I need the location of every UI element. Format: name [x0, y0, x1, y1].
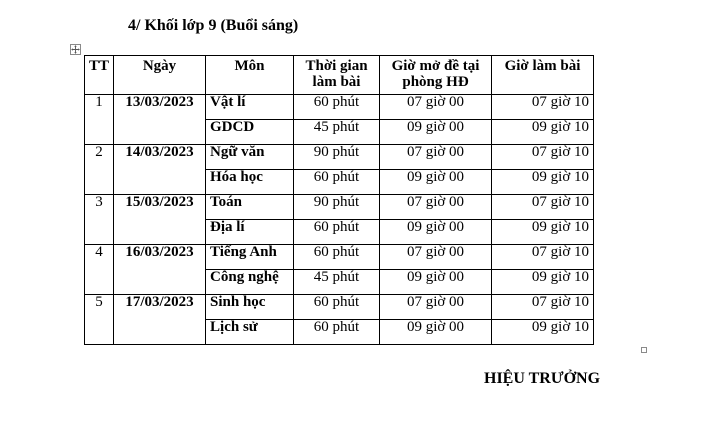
open-time-cell: 09 giờ 00: [380, 270, 492, 295]
work-time-cell: 07 giờ 10: [492, 295, 594, 320]
work-time-cell: 07 giờ 10: [492, 245, 594, 270]
row-number: 1: [85, 95, 114, 145]
header-duration: [294, 56, 380, 95]
section-heading: 4/ Khối lớp 9 (Buổi sáng): [128, 17, 299, 34]
subject-cell: Công nghệ: [206, 270, 294, 295]
subject-cell: GDCD: [206, 120, 294, 145]
open-time-cell: 09 giờ 00: [380, 120, 492, 145]
table-move-handle-icon[interactable]: [70, 44, 81, 55]
row-number: 3: [85, 195, 114, 245]
exam-date: 15/03/2023: [114, 195, 206, 245]
duration-cell: 90 phút: [294, 145, 380, 170]
header-open-time: [380, 56, 492, 95]
exam-schedule-table: [84, 55, 594, 345]
table-row: [85, 245, 594, 270]
table-row: [85, 95, 594, 120]
duration-cell: 45 phút: [294, 270, 380, 295]
open-time-cell: 07 giờ 00: [380, 295, 492, 320]
duration-cell: 60 phút: [294, 170, 380, 195]
duration-cell: 60 phút: [294, 245, 380, 270]
subject-cell: Lịch sử: [206, 320, 294, 345]
header-subject: Môn: [206, 56, 294, 95]
duration-cell: 90 phút: [294, 195, 380, 220]
work-time-cell: 09 giờ 10: [492, 220, 594, 245]
duration-cell: 60 phút: [294, 295, 380, 320]
row-number: 2: [85, 145, 114, 195]
open-time-cell: 07 giờ 00: [380, 95, 492, 120]
open-time-cell: 09 giờ 00: [380, 170, 492, 195]
duration-cell: 60 phút: [294, 220, 380, 245]
move-arrows-icon: [71, 45, 80, 54]
subject-cell: Tiếng Anh: [206, 245, 294, 270]
open-time-cell: 07 giờ 00: [380, 195, 492, 220]
table-row: [85, 145, 594, 170]
header-duration-line2: làm bài: [312, 74, 361, 90]
header-open-line1: Giờ mở đề tại: [391, 58, 480, 74]
subject-cell: Ngữ văn: [206, 145, 294, 170]
work-time-cell: 07 giờ 10: [492, 195, 594, 220]
table-header-row: [85, 56, 594, 95]
row-number: 4: [85, 245, 114, 295]
work-time-cell: 07 giờ 10: [492, 145, 594, 170]
header-date: Ngày: [114, 56, 206, 95]
duration-cell: 60 phút: [294, 320, 380, 345]
open-time-cell: 09 giờ 00: [380, 220, 492, 245]
work-time-cell: 09 giờ 10: [492, 120, 594, 145]
subject-cell: Vật lí: [206, 95, 294, 120]
table-resize-handle-icon[interactable]: [641, 347, 647, 353]
signature-title: HIỆU TRƯỞNG: [484, 370, 601, 387]
open-time-cell: 09 giờ 00: [380, 320, 492, 345]
exam-date: 14/03/2023: [114, 145, 206, 195]
table-row: [85, 295, 594, 320]
header-work-time: Giờ làm bài: [492, 56, 594, 95]
work-time-cell: 09 giờ 10: [492, 320, 594, 345]
subject-cell: Toán: [206, 195, 294, 220]
exam-date: 16/03/2023: [114, 245, 206, 295]
work-time-cell: 09 giờ 10: [492, 170, 594, 195]
exam-date: 17/03/2023: [114, 295, 206, 345]
subject-cell: Sinh học: [206, 295, 294, 320]
open-time-cell: 07 giờ 00: [380, 145, 492, 170]
duration-cell: 60 phút: [294, 95, 380, 120]
subject-cell: Hóa học: [206, 170, 294, 195]
duration-cell: 45 phút: [294, 120, 380, 145]
table-row: [85, 195, 594, 220]
header-tt: TT: [85, 56, 114, 95]
exam-date: 13/03/2023: [114, 95, 206, 145]
open-time-cell: 07 giờ 00: [380, 245, 492, 270]
header-open-line2: phòng HĐ: [402, 74, 469, 90]
work-time-cell: 07 giờ 10: [492, 95, 594, 120]
row-number: 5: [85, 295, 114, 345]
header-duration-line1: Thời gian: [305, 58, 368, 74]
work-time-cell: 09 giờ 10: [492, 270, 594, 295]
subject-cell: Địa lí: [206, 220, 294, 245]
